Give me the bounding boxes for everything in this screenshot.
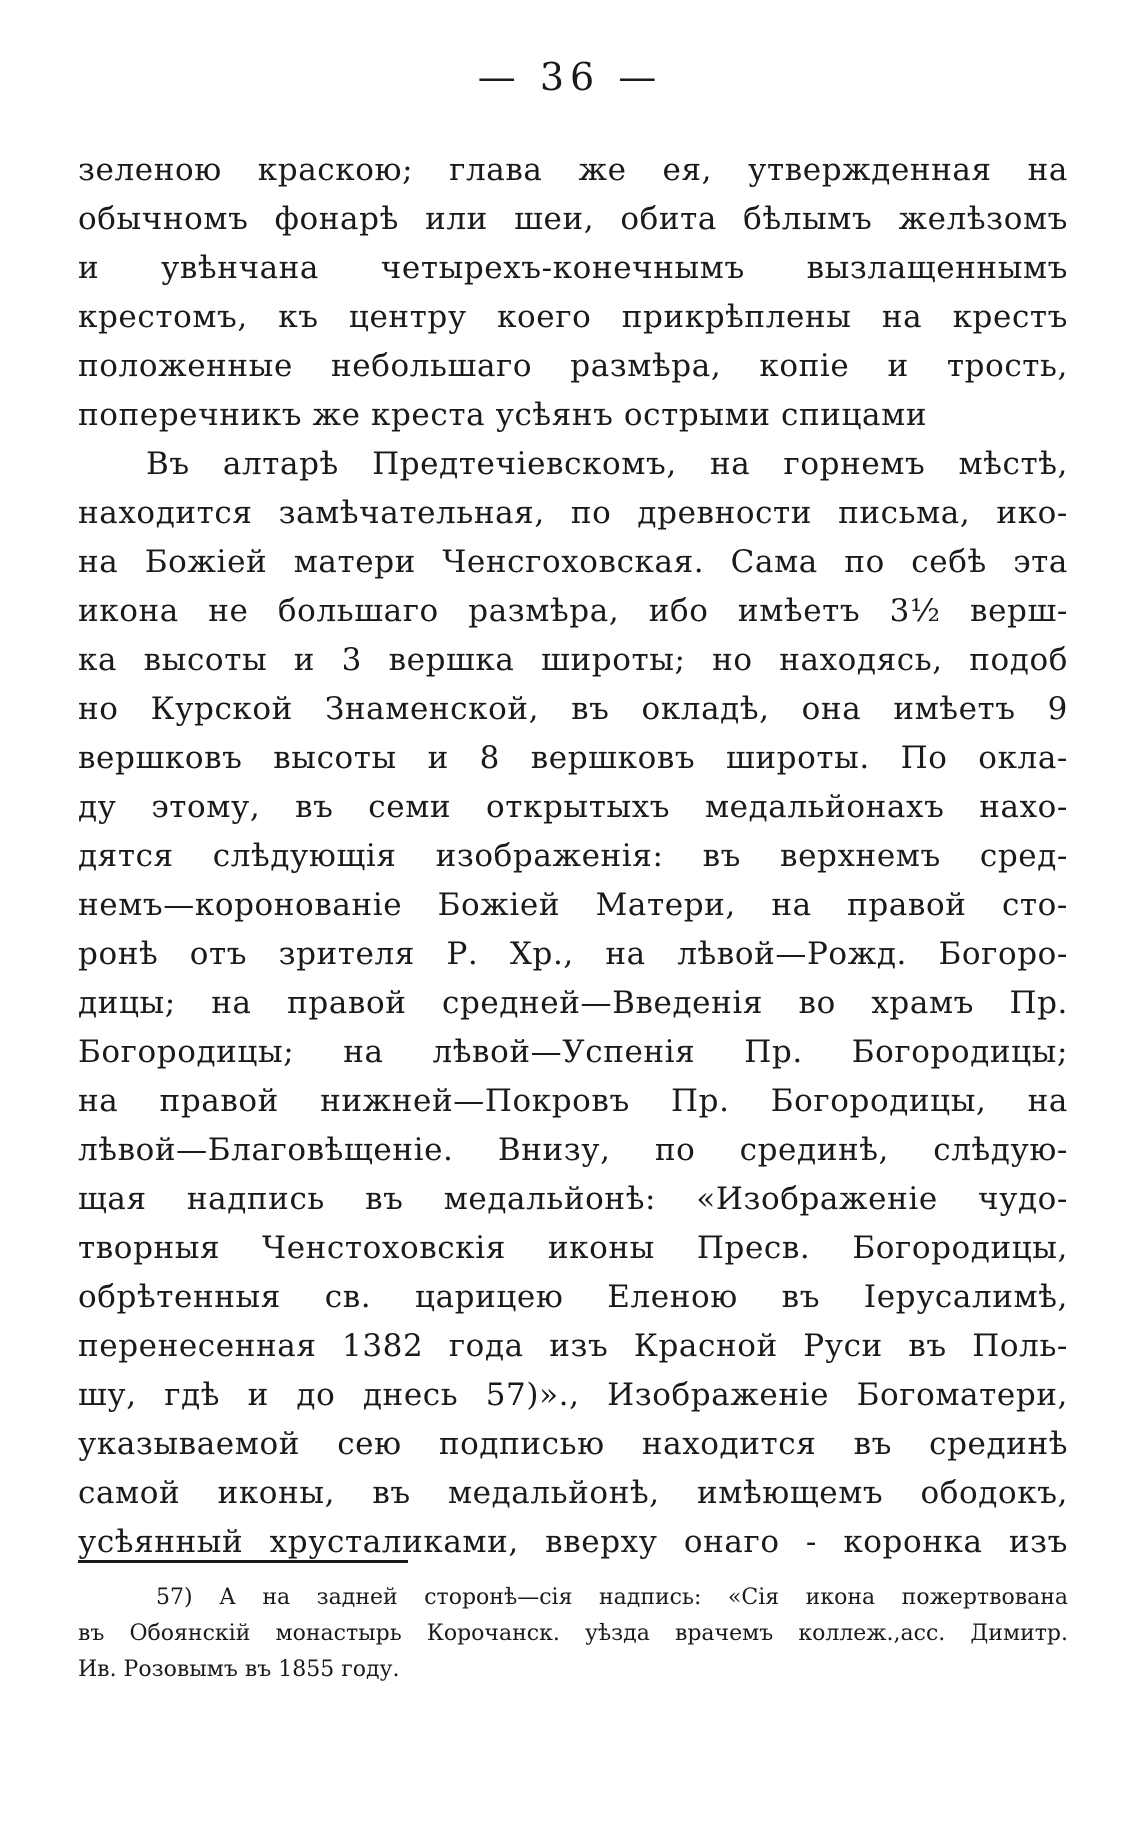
text-line: на Божіей матери Ченсгоховская. Сама по себѣ эта xyxy=(78,544,1068,580)
text-line: перенесенная 1382 года изъ Красной Руси въ Поль- xyxy=(78,1328,1068,1364)
text-line: шу, гдѣ и до днесь 57)»., Изображеніе Богоматери, xyxy=(78,1377,1068,1413)
text-line: самой иконы, въ медальйонѣ, имѣющемъ ободокъ, xyxy=(78,1475,1068,1511)
footnote-divider xyxy=(78,1560,408,1563)
page-number: — 36 — xyxy=(477,55,663,99)
footnote-line: въ Обоянскій монастырь Корочанск. уѣзда врачемъ коллеж.,асс. Димитр. xyxy=(78,1621,1068,1646)
text-line: усѣянный хрусталиками, вверху онаго - коронка изъ xyxy=(78,1524,1068,1560)
text-line: на правой нижней—Покровъ Пр. Богородицы, на xyxy=(78,1083,1068,1119)
text-line: и увѣнчана четырехъ-конечнымъ вызлащеннымъ xyxy=(78,250,1068,286)
text-line: лѣвой—Благовѣщеніе. Внизу, по срединѣ, слѣдую- xyxy=(78,1132,1068,1168)
text-line: икона не большаго размѣра, ибо имѣетъ 3½ верш- xyxy=(78,593,1068,629)
text-line: дицы; на правой средней—Введенія во храмъ Пр. xyxy=(78,985,1068,1021)
text-line: но Курской Знаменской, въ окладѣ, она имѣетъ 9 xyxy=(78,691,1068,727)
text-line: положенные небольшаго размѣра, копіе и трость, xyxy=(78,348,1068,384)
text-line: немъ—коронованіе Божіей Матери, на правой сто- xyxy=(78,887,1068,923)
footnote-line: 57) А на задней сторонѣ—сія надпись: «Сія икона пожертвована xyxy=(156,1585,1068,1610)
text-line: поперечникъ же креста усѣянъ острыми спицами xyxy=(78,397,928,433)
text-line: обрѣтенныя св. царицею Еленою въ Іерусалимѣ, xyxy=(78,1279,1068,1315)
text-line: щая надпись въ медальйонѣ: «Изображеніе чудо- xyxy=(78,1181,1068,1217)
text-line: вершковъ высоты и 8 вершковъ широты. По окла- xyxy=(78,740,1068,776)
text-line: находится замѣчательная, по древности письма, ико- xyxy=(78,495,1068,531)
text-line: обычномъ фонарѣ или шеи, обита бѣлымъ желѣзомъ xyxy=(78,201,1068,237)
text-line: зеленою краскою; глава же ея, утвержденная на xyxy=(78,152,1068,188)
text-line: ронѣ отъ зрителя Р. Хр., на лѣвой—Рожд. Богоро- xyxy=(78,936,1068,972)
text-line: крестомъ, къ центру коего прикрѣплены на крестъ xyxy=(78,299,1068,335)
text-line: творныя Ченстоховскія иконы Пресв. Богородицы, xyxy=(78,1230,1068,1266)
footnote xyxy=(78,1580,1068,1688)
text-line: указываемой сею подписью находится въ срединѣ xyxy=(78,1426,1068,1462)
text-line: Въ алтарѣ Предтечіевскомъ, на горнемъ мѣстѣ, xyxy=(146,446,1068,482)
text-line: ка высоты и 3 вершка широты; но находясь, подоб xyxy=(78,642,1068,678)
footnote-line: Ив. Розовымъ въ 1855 году. xyxy=(78,1657,400,1682)
text-line: дятся слѣдующія изображенія: въ верхнемъ сред- xyxy=(78,838,1068,874)
text-line: Богородицы; на лѣвой—Успенія Пр. Богородицы; xyxy=(78,1034,1068,1070)
body-text xyxy=(78,146,1068,1567)
text-line: ду этому, въ семи открытыхъ медальйонахъ нахо- xyxy=(78,789,1068,825)
